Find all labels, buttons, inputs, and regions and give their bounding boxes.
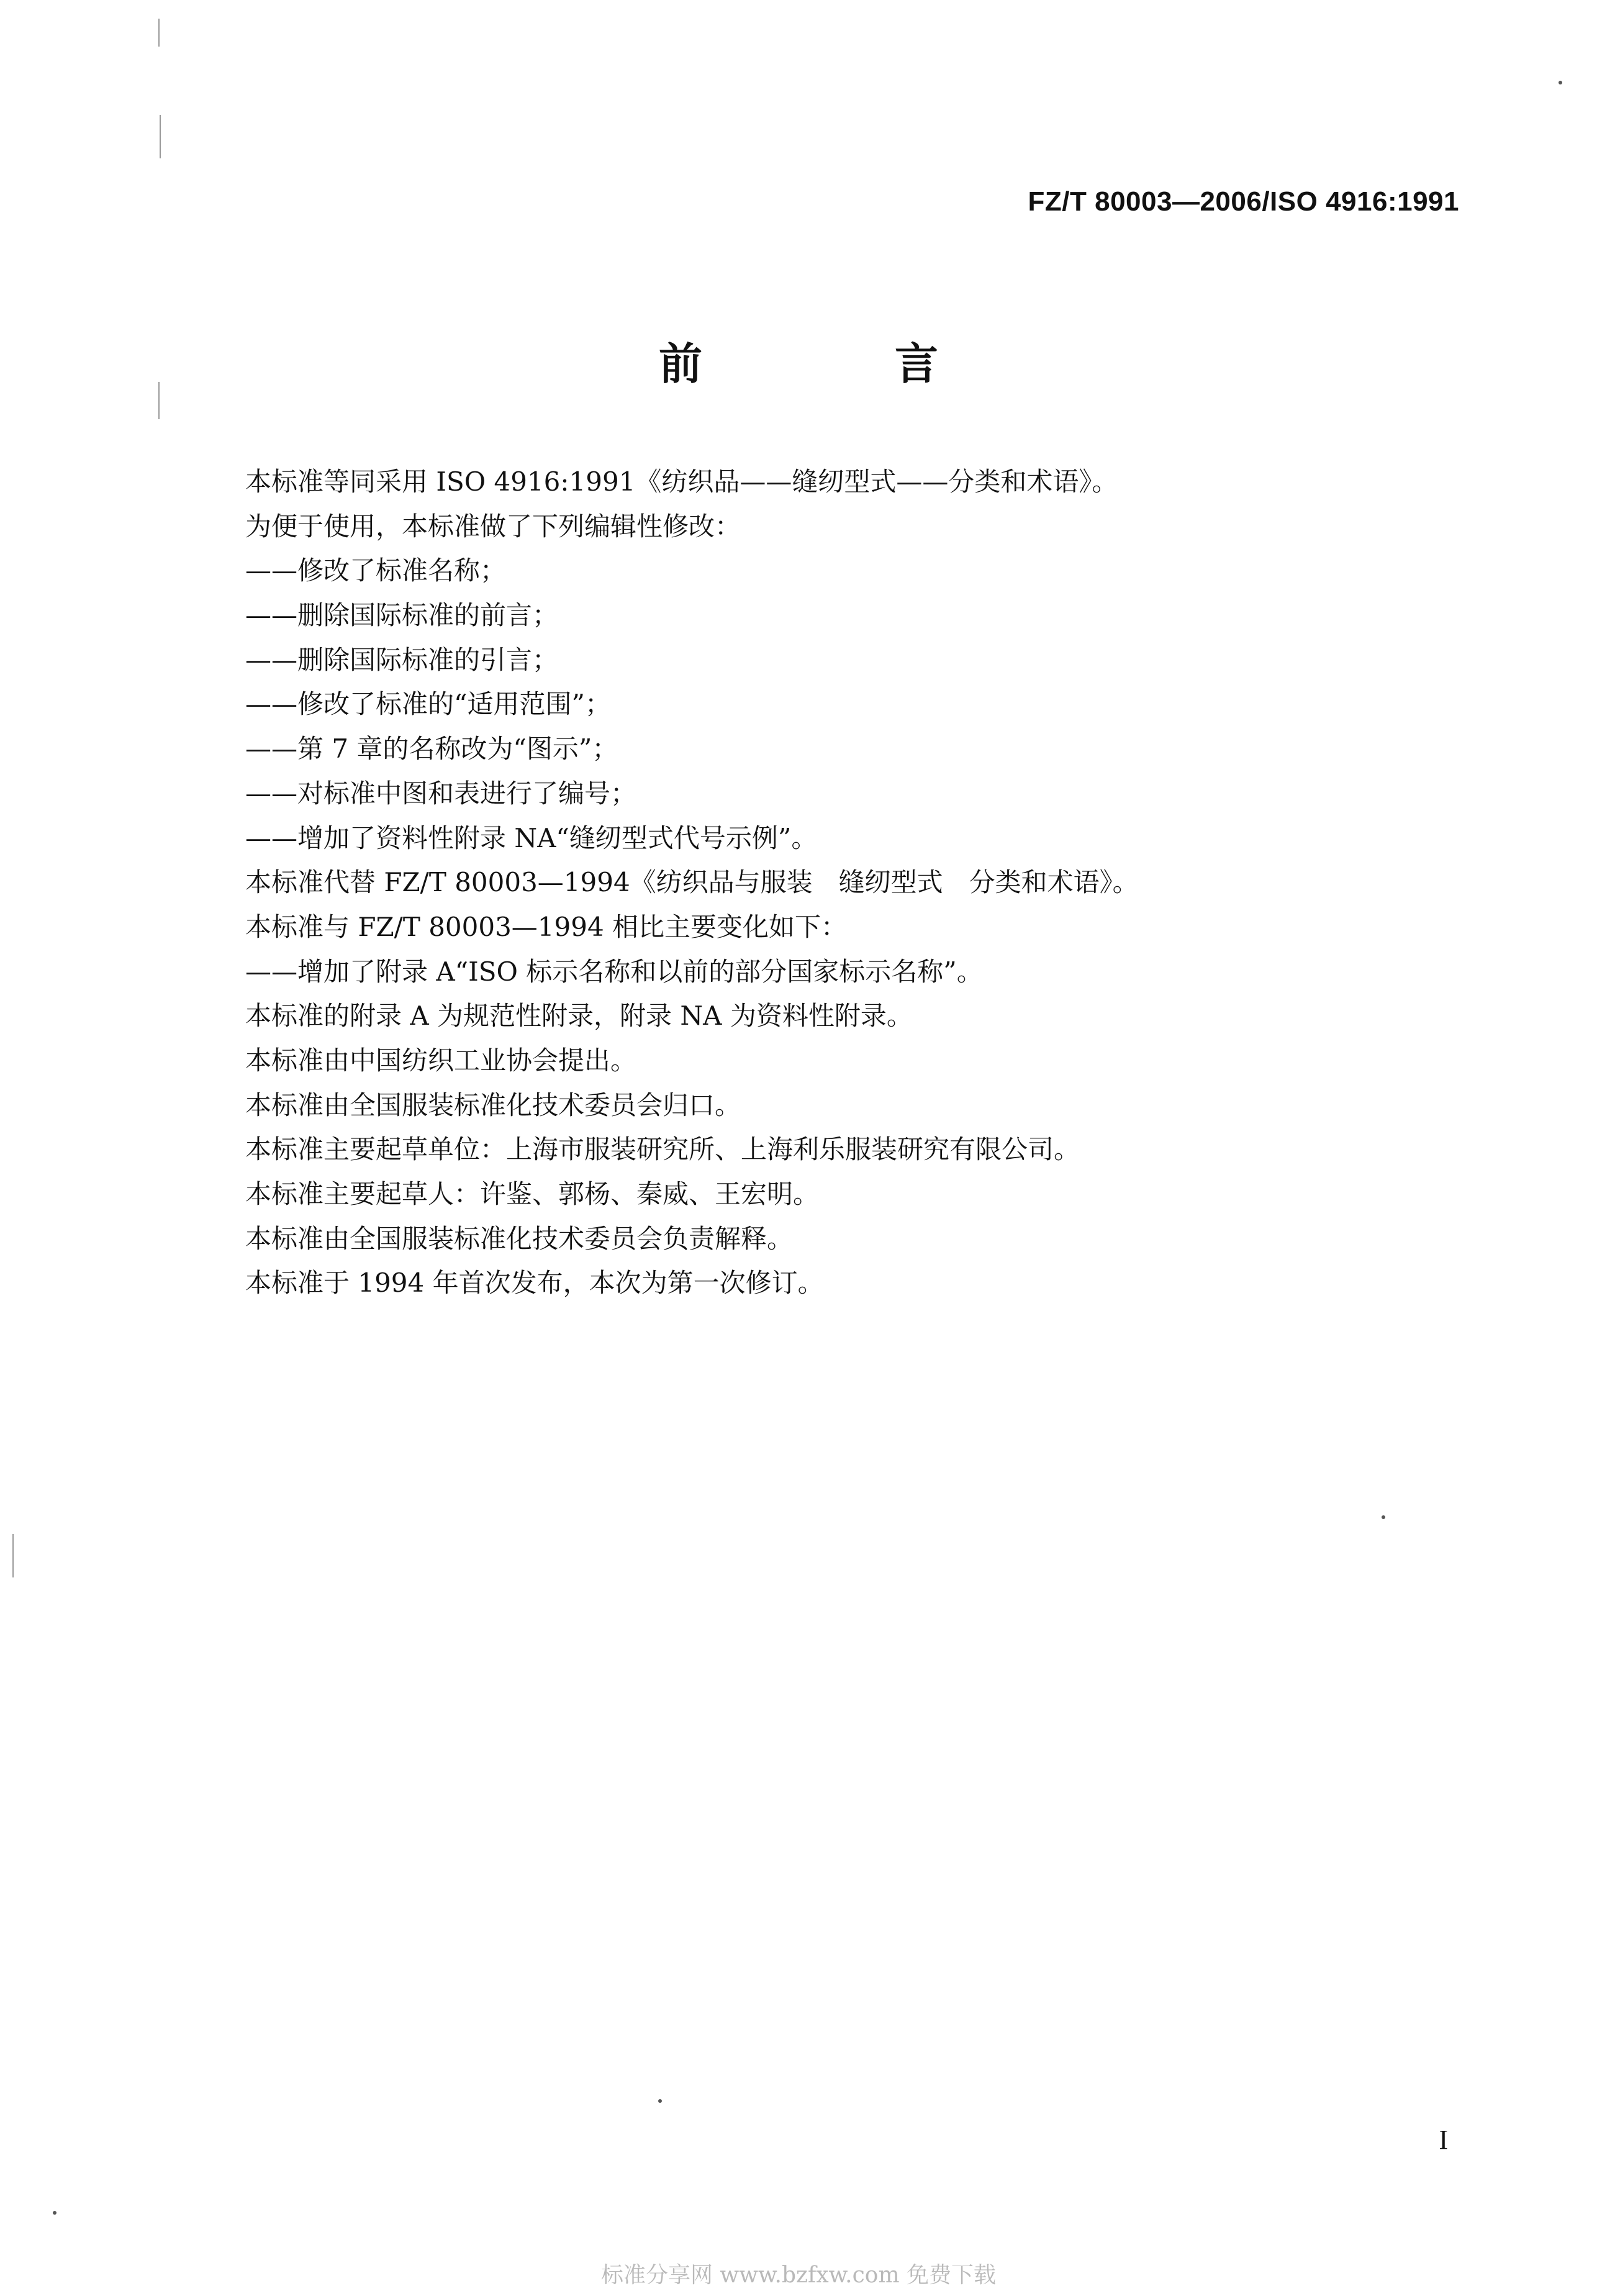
paragraph: 本标准由全国服装标准化技术委员会归口。	[245, 1089, 741, 1120]
list-item: ——删除国际标准的前言；	[245, 600, 559, 631]
paragraph: 本标准的附录 A 为规范性附录，附录 NA 为资料性附录。	[245, 1001, 913, 1032]
list-item: ——修改了标准的“适用范围”；	[245, 689, 611, 720]
list-item: ——删除国际标准的引言；	[245, 644, 559, 675]
list-item: ——增加了资料性附录 NA“缝纫型式代号示例”。	[245, 822, 818, 853]
list-item: ——修改了标准名称；	[245, 555, 507, 586]
standard-code: FZ/T 80003—2006/ISO 4916:1991	[1028, 186, 1459, 217]
paragraph: 本标准于 1994 年首次发布，本次为第一次修订。	[245, 1268, 824, 1299]
paragraph: 本标准代替 FZ/T 80003—1994《纺织品与服装 缝纫型式 分类和术语》。	[245, 867, 1139, 898]
list-item: ——增加了附录 A“ISO 标示名称和以前的部分国家标示名称”。	[245, 956, 983, 987]
paragraph: 本标准等同采用 ISO 4916:1991《纺织品——缝纫型式——分类和术语》。	[245, 466, 1118, 497]
paragraph: 本标准由全国服装标准化技术委员会负责解释。	[245, 1223, 794, 1254]
page-number: I	[1439, 2125, 1448, 2155]
scan-artifact	[160, 115, 161, 158]
document-body	[245, 460, 1425, 1305]
paragraph: 本标准主要起草人：许鉴、郭杨、秦威、王宏明。	[245, 1179, 820, 1209]
scan-speck	[658, 2099, 662, 2103]
scan-artifact	[158, 19, 160, 47]
paragraph: 为便于使用，本标准做了下列编辑性修改：	[245, 510, 741, 542]
scan-speck	[1559, 81, 1562, 84]
footer-watermark: 标准分享网 www.bzfxw.com 免费下载	[600, 2262, 997, 2288]
scan-artifact	[12, 1534, 14, 1577]
list-item: ——对标准中图和表进行了编号；	[245, 778, 637, 809]
paragraph: 本标准主要起草单位：上海市服装研究所、上海利乐服装研究有限公司。	[245, 1134, 1080, 1165]
scan-speck	[1382, 1515, 1385, 1519]
list-item: ——第 7 章的名称改为“图示”；	[245, 733, 618, 765]
paragraph: 本标准与 FZ/T 80003—1994 相比主要变化如下：	[245, 911, 848, 942]
page-title: 前 言	[659, 338, 1013, 389]
scan-speck	[53, 2211, 57, 2215]
paragraph: 本标准由中国纺织工业协会提出。	[245, 1045, 637, 1076]
